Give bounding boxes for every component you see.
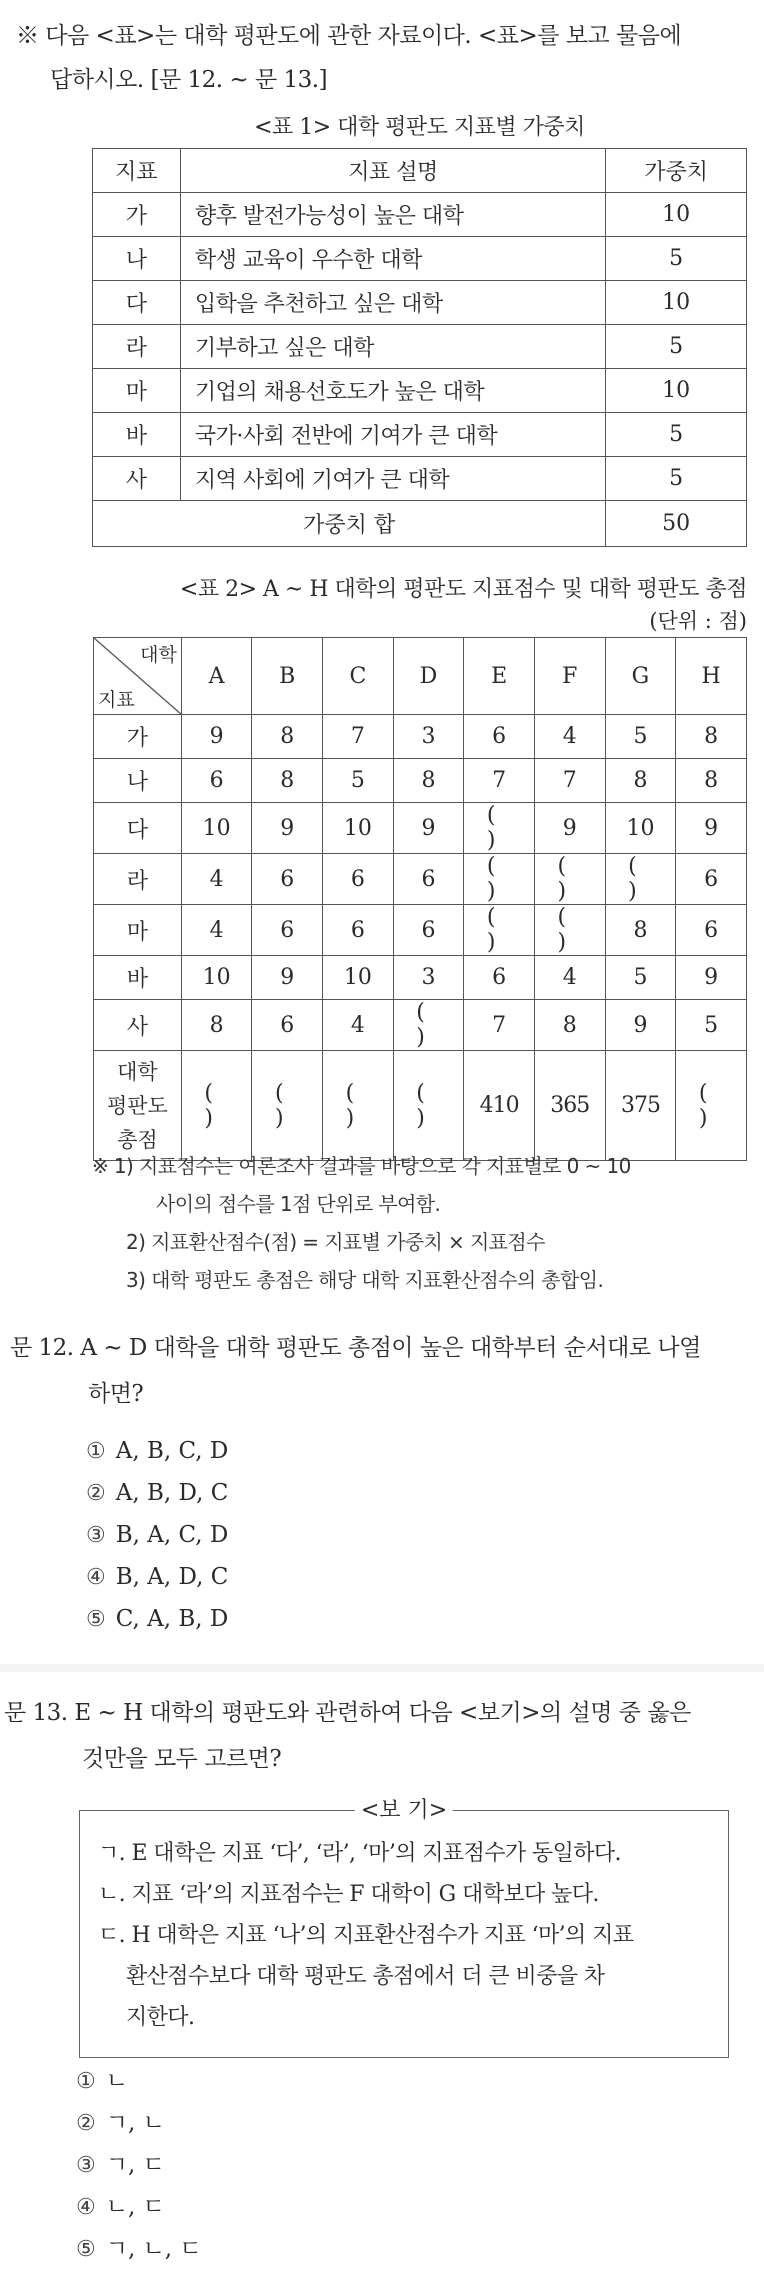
university-header: B [252, 638, 323, 715]
circled-number-3: ③ [76, 2153, 96, 2178]
row-description: 향후 발전가능성이 높은 대학 [180, 193, 605, 237]
footnote-3: 3) 대학 평판도 총점은 해당 대학 지표환산점수의 총합임. [126, 1268, 604, 1292]
row-index: 다 [94, 803, 182, 854]
header-index: 지표 [93, 149, 181, 193]
university-header: C [323, 638, 394, 715]
row-index: 마 [94, 905, 182, 956]
score-cell: 6 [323, 905, 394, 956]
option-text: ㄱ, ㄴ [105, 2110, 165, 2136]
table-header-row [93, 149, 747, 193]
score-cell: 6 [393, 854, 464, 905]
score-cell: 4 [181, 905, 252, 956]
table-row [94, 854, 747, 905]
row-description: 학생 교육이 우수한 대학 [180, 237, 605, 281]
option-1[interactable] [76, 2060, 202, 2102]
total-score-cell: 365 [534, 1051, 605, 1161]
corner-university-label: 대학 [140, 644, 177, 666]
question-13-line-2: 것만을 모두 고르면? [82, 1746, 282, 1772]
page-seam-divider [0, 1664, 764, 1672]
table-row [94, 715, 747, 759]
score-cell: 6 [252, 854, 323, 905]
question-12-line-1: 문 12. A ~ D 대학을 대학 평판도 총점이 높은 대학부터 순서대로 나열 [10, 1335, 701, 1361]
circled-number-5: ⑤ [76, 2237, 96, 2262]
score-cell: 6 [676, 854, 747, 905]
table-row [94, 759, 747, 803]
score-cell: 8 [252, 759, 323, 803]
bogi-statement-c-cont: 환산점수보다 대학 평판도 총점에서 더 큰 비중을 차 [126, 1964, 605, 1989]
diagonal-header-cell [94, 638, 182, 715]
table-row [94, 1000, 747, 1051]
score-cell: 8 [676, 759, 747, 803]
score-cell: 8 [393, 759, 464, 803]
option-2[interactable] [76, 2102, 202, 2144]
score-cell: 5 [605, 956, 676, 1000]
row-weight: 5 [606, 457, 747, 501]
total-score-cell: ( ) [676, 1051, 747, 1161]
header-description: 지표 설명 [180, 149, 605, 193]
row-index: 사 [93, 457, 181, 501]
score-cell: 9 [252, 956, 323, 1000]
score-cell: 6 [252, 1000, 323, 1051]
score-cell: 6 [393, 905, 464, 956]
intro-instruction [16, 14, 756, 102]
score-cell: 6 [464, 715, 535, 759]
table-row [93, 457, 747, 501]
bogi-title: <보 기> [355, 1793, 453, 1824]
score-cell: 3 [393, 715, 464, 759]
weights-table [92, 148, 747, 547]
score-cell: 10 [323, 956, 394, 1000]
footnote-1: ※ 1) 지표점수는 여론조사 결과를 바탕으로 각 지표별로 0 ~ 10 [92, 1154, 631, 1178]
total-label-line: 평판도 [106, 1093, 168, 1118]
score-cell: 8 [181, 1000, 252, 1051]
total-score-cell: ( ) [252, 1051, 323, 1161]
circled-number-1: ① [86, 1439, 106, 1464]
score-cell: 9 [393, 803, 464, 854]
score-cell: 9 [534, 803, 605, 854]
score-cell: 8 [676, 715, 747, 759]
score-cell: 9 [676, 956, 747, 1000]
score-cell: 6 [676, 905, 747, 956]
table-row [93, 369, 747, 413]
option-4[interactable] [76, 2186, 202, 2228]
table-row [93, 237, 747, 281]
university-header: G [605, 638, 676, 715]
footnote-2: 2) 지표환산점수(점) = 지표별 가중치 × 지표점수 [126, 1230, 545, 1254]
total-score-row [94, 1051, 747, 1161]
option-5[interactable] [86, 1598, 228, 1640]
score-cell-blank: ( ) [464, 905, 535, 956]
bogi-statements [98, 1833, 718, 2038]
table-row [93, 281, 747, 325]
row-index: 나 [93, 237, 181, 281]
table-row [93, 413, 747, 457]
university-header: A [181, 638, 252, 715]
total-score-cell: 410 [464, 1051, 535, 1161]
total-label-line: 총점 [117, 1127, 158, 1152]
score-cell: 8 [605, 759, 676, 803]
total-score-cell: ( ) [181, 1051, 252, 1161]
score-cell: 4 [534, 956, 605, 1000]
option-text: ㄴ [105, 2068, 128, 2094]
row-index: 마 [93, 369, 181, 413]
question-13-options [76, 2060, 202, 2270]
score-cell: 10 [181, 803, 252, 854]
table-footnotes [92, 1147, 762, 1299]
bogi-statement-c-cont: 지한다. [126, 2005, 195, 2030]
row-weight: 5 [606, 325, 747, 369]
total-score-cell: 375 [605, 1051, 676, 1161]
option-3[interactable] [76, 2144, 202, 2186]
question-12-line-2: 하면? [88, 1381, 144, 1407]
score-cell: 7 [464, 1000, 535, 1051]
table-row [93, 325, 747, 369]
score-cell: 8 [252, 715, 323, 759]
score-cell-blank: ( ) [464, 803, 535, 854]
question-13-line-1: 문 13. E ~ H 대학의 평판도와 관련하여 다음 <보기>의 설명 중 옳은 [4, 1700, 691, 1726]
weight-sum-label: 가중치 합 [93, 501, 606, 547]
university-header: D [393, 638, 464, 715]
score-cell: 7 [323, 715, 394, 759]
option-text: ㄱ, ㄴ, ㄷ [105, 2236, 202, 2262]
score-cell: 6 [252, 905, 323, 956]
score-cell: 6 [464, 956, 535, 1000]
circled-number-2: ② [76, 2111, 96, 2136]
row-weight: 10 [606, 369, 747, 413]
row-weight: 10 [606, 281, 747, 325]
option-text: B, A, D, C [115, 1564, 229, 1590]
table1-caption: <표 1> 대학 평판도 지표별 가중치 [254, 115, 585, 140]
question-12-options [86, 1430, 228, 1640]
scores-table [93, 637, 747, 1161]
row-description: 입학을 추천하고 싶은 대학 [180, 281, 605, 325]
score-cell: 5 [676, 1000, 747, 1051]
weight-sum-value: 50 [606, 501, 747, 547]
score-cell-blank: ( ) [534, 854, 605, 905]
university-header: H [676, 638, 747, 715]
option-text: ㄴ, ㄷ [105, 2194, 165, 2220]
circled-number-2: ② [86, 1481, 106, 1506]
corner-index-label: 지표 [98, 689, 135, 711]
total-score-label [94, 1051, 182, 1161]
option-text: A, B, D, C [115, 1480, 229, 1506]
score-cell-blank: ( ) [464, 854, 535, 905]
score-cell: 3 [393, 956, 464, 1000]
table-row [93, 193, 747, 237]
row-index: 다 [93, 281, 181, 325]
table-row [94, 956, 747, 1000]
table2-caption: <표 2> A ~ H 대학의 평판도 지표점수 및 대학 평판도 총점 [179, 577, 747, 602]
bogi-statement-a: ㄱ. E 대학은 지표 ‘다’, ‘라’, ‘마’의 지표점수가 동일하다. [98, 1841, 621, 1866]
bogi-box [79, 1798, 729, 2058]
score-cell: 9 [605, 1000, 676, 1051]
row-weight: 10 [606, 193, 747, 237]
score-cell: 4 [323, 1000, 394, 1051]
score-cell: 8 [605, 905, 676, 956]
row-index: 사 [94, 1000, 182, 1051]
score-cell: 9 [252, 803, 323, 854]
option-4[interactable] [86, 1556, 228, 1598]
row-index: 바 [93, 413, 181, 457]
table-row [94, 803, 747, 854]
score-cell-blank: ( ) [534, 905, 605, 956]
table-header-row [94, 638, 747, 715]
header-weight: 가중치 [606, 149, 747, 193]
total-score-cell: ( ) [393, 1051, 464, 1161]
option-5[interactable] [76, 2228, 202, 2270]
intro-line-1: ※ 다음 <표>는 대학 평판도에 관한 자료이다. <표>를 보고 물음에 [16, 23, 682, 49]
row-description: 기부하고 싶은 대학 [180, 325, 605, 369]
option-2[interactable] [86, 1472, 228, 1514]
university-header: F [534, 638, 605, 715]
row-weight: 5 [606, 237, 747, 281]
score-cell: 6 [323, 854, 394, 905]
score-cell: 8 [534, 1000, 605, 1051]
score-cell: 10 [181, 956, 252, 1000]
option-3[interactable] [86, 1514, 228, 1556]
score-cell: 5 [605, 715, 676, 759]
score-cell: 10 [323, 803, 394, 854]
row-description: 지역 사회에 기여가 큰 대학 [180, 457, 605, 501]
total-label-line: 대학 [117, 1059, 158, 1084]
row-weight: 5 [606, 413, 747, 457]
intro-line-2: 답하시오. [문 12. ~ 문 13.] [50, 67, 328, 93]
row-index: 바 [94, 956, 182, 1000]
option-text: ㄱ, ㄷ [105, 2152, 165, 2178]
score-cell: 6 [181, 759, 252, 803]
option-text: C, A, B, D [115, 1606, 229, 1632]
table2-unit: (단위 : 점) [649, 609, 747, 633]
table-row [94, 905, 747, 956]
row-index: 라 [93, 325, 181, 369]
university-header: E [464, 638, 535, 715]
bogi-statement-c: ㄷ. H 대학은 지표 ‘나’의 지표환산점수가 지표 ‘마’의 지표 [98, 1923, 634, 1948]
row-description: 기업의 채용선호도가 높은 대학 [180, 369, 605, 413]
footnote-1-cont: 사이의 점수를 1점 단위로 부여함. [156, 1192, 441, 1216]
score-cell-blank: ( ) [393, 1000, 464, 1051]
score-cell: 10 [605, 803, 676, 854]
score-cell-blank: ( ) [605, 854, 676, 905]
circled-number-1: ① [76, 2069, 96, 2094]
score-cell: 9 [181, 715, 252, 759]
score-cell: 7 [534, 759, 605, 803]
option-text: A, B, C, D [115, 1438, 229, 1464]
circled-number-3: ③ [86, 1523, 106, 1548]
weight-sum-row [93, 501, 747, 547]
circled-number-4: ④ [76, 2195, 96, 2220]
bogi-statement-b: ㄴ. 지표 ‘라’의 지표점수는 F 대학이 G 대학보다 높다. [98, 1882, 599, 1907]
row-index: 가 [93, 193, 181, 237]
row-index: 라 [94, 854, 182, 905]
score-cell: 4 [181, 854, 252, 905]
circled-number-5: ⑤ [86, 1607, 106, 1632]
question-12 [10, 1325, 760, 1417]
row-index: 가 [94, 715, 182, 759]
score-cell: 4 [534, 715, 605, 759]
total-score-cell: ( ) [323, 1051, 394, 1161]
row-description: 국가·사회 전반에 기여가 큰 대학 [180, 413, 605, 457]
option-1[interactable] [86, 1430, 228, 1472]
option-text: B, A, C, D [115, 1522, 229, 1548]
row-index: 나 [94, 759, 182, 803]
score-cell: 9 [676, 803, 747, 854]
question-13 [4, 1690, 760, 1782]
score-cell: 7 [464, 759, 535, 803]
circled-number-4: ④ [86, 1565, 106, 1590]
score-cell: 5 [323, 759, 394, 803]
